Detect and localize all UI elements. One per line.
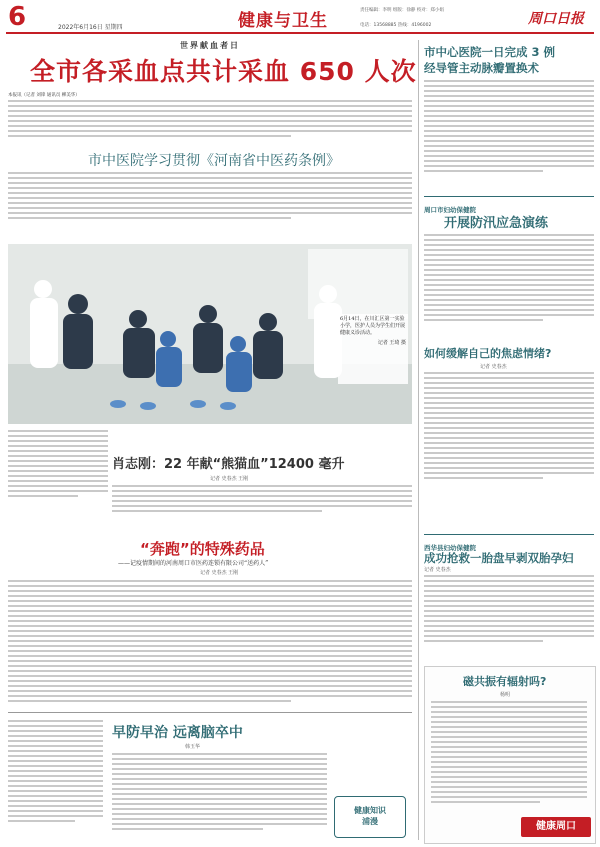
anxiety-headline: 如何缓解自己的焦虑情绪? [424, 347, 552, 360]
anxiety-body [424, 372, 594, 482]
photo-caption: 6月14日，在川汇区第一实验小学，医护人员为学生们开展健康义诊活动。 [340, 316, 406, 336]
mri-box [424, 666, 596, 844]
valve-headline-2: 经导管主动脉瓣置换术 [424, 61, 539, 75]
date-line: 2022年6月16日 星期四 [58, 24, 123, 31]
section-title: 健康与卫生 [238, 11, 328, 31]
valve-body [424, 80, 594, 175]
mri-body [431, 701, 587, 806]
paper-logo: 周口日报 [528, 11, 584, 27]
health-knowledge-box [334, 796, 406, 838]
column-label-xihua [424, 534, 594, 552]
lead-byline: 本报讯（记者 刘锋 通讯员 柳美华） [8, 93, 80, 98]
stroke-body [112, 753, 327, 833]
masthead-rule [6, 32, 594, 34]
footer-badge [521, 817, 591, 837]
photo-credit: 记者 王琦 摄 [377, 340, 406, 346]
masthead [0, 0, 600, 34]
lead-kicker: 世界献血者日 [180, 40, 240, 50]
mri-headline: 磁共振有辐射吗? [463, 675, 547, 688]
mri-byline: 杨明 [500, 692, 511, 698]
column-label-maternal-text: 周口市妇幼保健院 [424, 206, 476, 214]
hospital-law-body [8, 172, 412, 222]
flood-body [424, 234, 594, 324]
column-label-maternal [424, 196, 594, 214]
hospital-law-headline: 市中医院学习贯彻《河南省中医药条例》 [88, 153, 340, 169]
blood-donor-headline: 肖志刚：22 年献“熊猫血”12400 毫升 [112, 457, 345, 472]
medicine-body [8, 580, 412, 705]
hospital-law-body-2 [8, 430, 108, 500]
column-label-xihua-text: 西华县妇幼保健院 [424, 544, 476, 552]
photo-caption-box [338, 314, 408, 384]
anxiety-byline: 记者 史春杰 [480, 364, 507, 370]
valve-headline-1: 市中心医院一日完成 3 例 [424, 45, 556, 59]
blood-donor-byline: 记者 史春杰 王刚 [210, 476, 249, 482]
stroke-byline: 韩玉华 [185, 744, 201, 750]
medicine-headline: “奔跑”的特殊药品 [140, 540, 265, 558]
lead-body [8, 100, 412, 140]
medicine-subheadline: ——记疫情期间的河南周口市医药连锁有限公司“送药人” [118, 560, 269, 567]
stroke-left-body [8, 720, 103, 825]
stroke-divider [8, 712, 412, 713]
page-number: 6 [8, 2, 27, 32]
twins-byline: 记者 史春杰 [424, 567, 451, 573]
flood-headline: 开展防汛应急演练 [444, 216, 549, 231]
twins-body [424, 575, 594, 645]
tel-line: 电话：13568885 热线：4196002 [360, 23, 432, 28]
stroke-headline: 早防早治 远离脑卒中 [112, 725, 243, 741]
medicine-byline: 记者 史春杰 王刚 [200, 570, 239, 576]
lead-headline: 全市各采血点共计采血 650 人次 [30, 57, 417, 86]
column-divider [418, 40, 419, 840]
health-knowledge-label: 健康知识 浦漫 [354, 806, 386, 826]
blood-donor-body [112, 485, 412, 515]
clinic-photo [8, 244, 412, 424]
footer-badge-text: 健康周口 [536, 821, 576, 832]
twins-headline: 成功抢救一胎盘早剥双胎孕妇 [424, 551, 574, 565]
editor-line: 责任编辑：李明 组版：徐静 校对：郑小娟 [360, 8, 444, 13]
